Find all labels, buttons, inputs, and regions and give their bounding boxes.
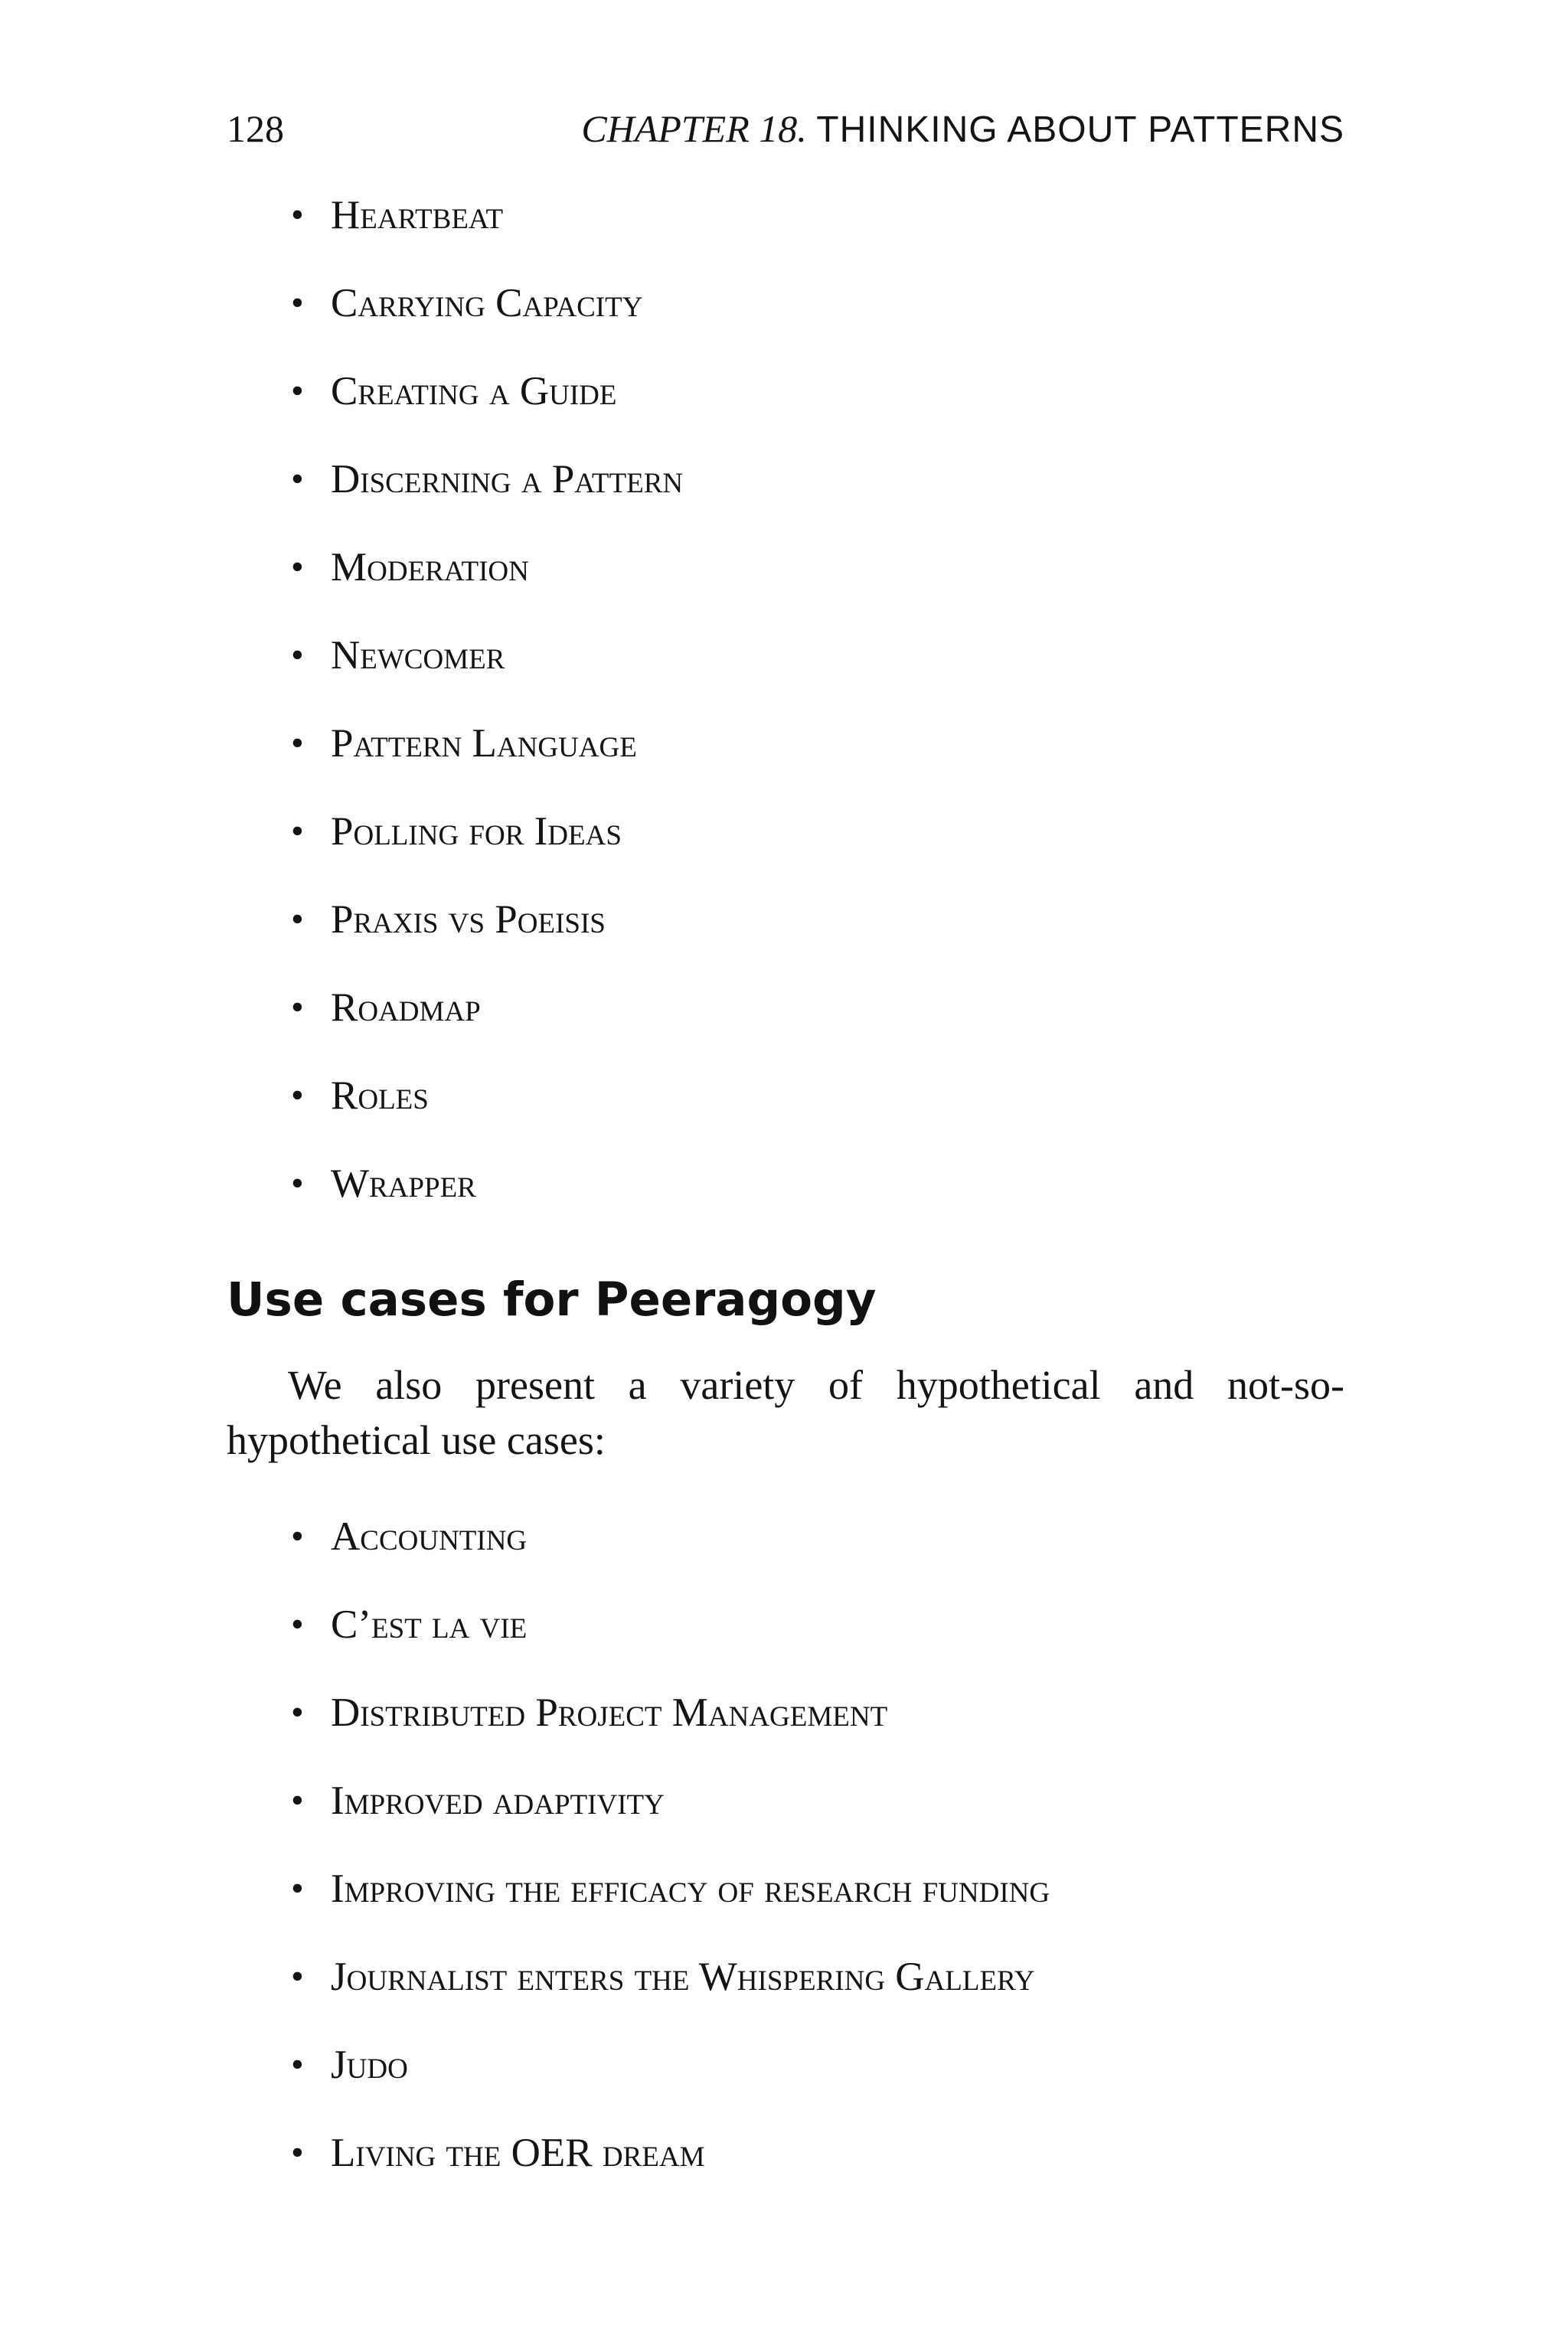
bullet-icon: •	[291, 987, 304, 1027]
bullet-icon: •	[291, 459, 304, 499]
bullet-icon: •	[291, 371, 304, 411]
chapter-heading	[581, 106, 1344, 153]
list-item-label: Wrapper	[331, 1161, 476, 1206]
list-item-label: Roles	[331, 1073, 429, 1118]
list-item-label: Heartbeat	[331, 193, 504, 237]
list-item-label: Accounting	[331, 1514, 528, 1559]
list-item-label: Pattern Language	[331, 721, 637, 766]
bullet-icon: •	[291, 1780, 304, 1821]
list-item-label: Distributed Project Management	[331, 1690, 888, 1735]
bullet-icon: •	[291, 1516, 304, 1557]
bullet-icon: •	[291, 811, 304, 851]
list-item-label: Praxis vs Poeisis	[331, 897, 606, 942]
list-item-label: Carrying Capacity	[331, 281, 643, 325]
running-head	[227, 106, 1344, 152]
list-item-label: Newcomer	[331, 633, 505, 678]
list-item-label: C’est la vie	[331, 1602, 528, 1647]
list-item-label: Judo	[331, 2043, 408, 2087]
bullet-icon: •	[291, 194, 304, 235]
bullet-icon: •	[291, 723, 304, 763]
chapter-title: THINKING ABOUT PATTERNS	[816, 109, 1344, 150]
list-item-label: Polling for Ideas	[331, 809, 622, 854]
bullet-icon: •	[291, 1075, 304, 1116]
list-item-label: Discerning a Pattern	[331, 457, 684, 501]
bullet-icon: •	[291, 283, 304, 323]
section-heading: Use cases for Peeragogy	[227, 1272, 877, 1327]
list-item-label: Journalist enters the Whispering Gallery	[331, 1955, 1035, 1999]
bullet-icon: •	[291, 2044, 304, 2085]
list-item-label: Creating a Guide	[331, 369, 617, 413]
page-number: 128	[227, 107, 284, 150]
intro-paragraph	[227, 1357, 1344, 1468]
list-item-label: Roadmap	[331, 985, 481, 1030]
bullet-icon: •	[291, 1956, 304, 1997]
list-item-label: Moderation	[331, 545, 529, 590]
paragraph-line: hypothetical use cases:	[227, 1417, 606, 1463]
list-item-label: Living the OER dream	[331, 2131, 705, 2175]
bullet-icon: •	[291, 899, 304, 939]
bullet-icon: •	[291, 1868, 304, 1909]
bullet-icon: •	[291, 1604, 304, 1645]
bullet-icon: •	[291, 635, 304, 675]
list-item-label: Improving the efficacy of research funding	[331, 1867, 1050, 1911]
list-item-label: Improved adaptivity	[331, 1779, 665, 1823]
paragraph-line: We also present a variety of hypothetical and not-so-	[288, 1362, 1344, 1408]
bullet-icon: •	[291, 1692, 304, 1733]
bullet-icon: •	[291, 1163, 304, 1204]
bullet-icon: •	[291, 547, 304, 587]
chapter-label: CHAPTER 18.	[581, 107, 807, 150]
bullet-icon: •	[291, 2132, 304, 2173]
